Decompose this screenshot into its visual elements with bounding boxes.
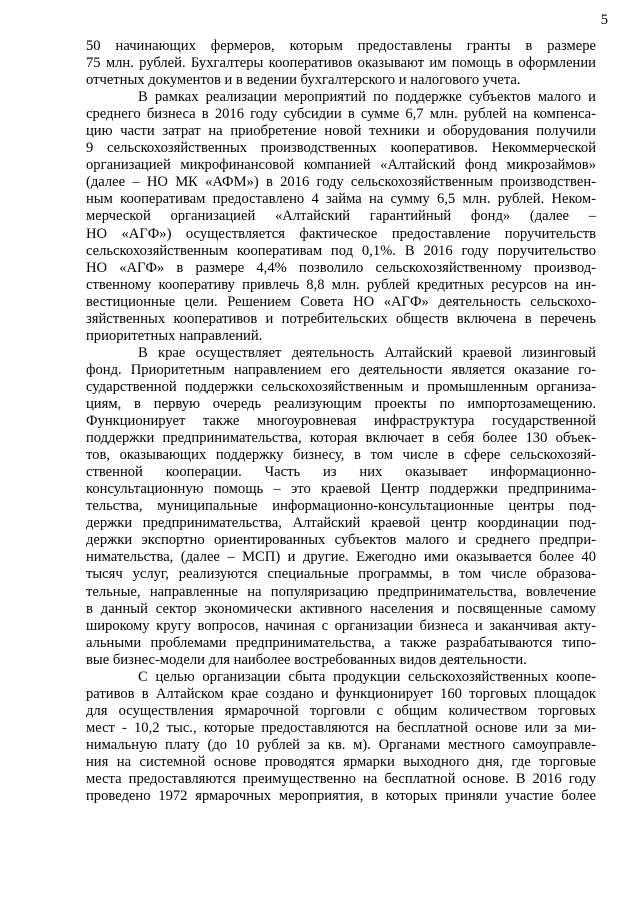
text-line: В крае осуществляет деятельность Алтайский краевой лизинговый [138, 344, 596, 361]
text-line: 50 начинающих фермеров, которым предоставлены гранты в размере [86, 38, 596, 54]
text-line: приоритетных направлений. [86, 327, 263, 344]
text-line: мест - 10,2 тыс., которые предоставляются на бесплатной основе или за ми- [86, 719, 596, 736]
text-line: тысяч услуг, реализуются специальные программы, в том числе образова- [86, 566, 596, 583]
text-line: места предоставляются преимущественно на бесплатной основе. В 2016 году [86, 771, 596, 788]
text-line: для осуществления ярмарочной торговли с общим количеством торговых [86, 702, 596, 719]
text-line: сударственной поддержки сельскохозяйственным и промышленным организа- [86, 378, 596, 395]
page-number: 5 [600, 12, 608, 28]
text-line: НО «АГФ» в размере 4,4% позволило сельскохозяйственному производ- [86, 259, 596, 276]
text-line: (далее – НО МК «АФМ») в 2016 году сельскохозяйственным производствен- [86, 174, 596, 191]
text-line: ственному кооперативу привлечь 8,8 млн. рублей кредитных ресурсов на ин- [86, 276, 596, 293]
text-line: С целью организации сбыта продукции сельскохозяйственных коопе- [138, 668, 596, 685]
text-line: зяйственных кооперативов и потребительских обществ включена в перечень [86, 310, 596, 327]
text-line: альными проблемами предпринимательства, а также разрабатываются типо- [86, 634, 596, 651]
text-line: среднего бизнеса в 2016 году субсидии в сумме 6,7 млн. рублей на компенса- [86, 106, 596, 123]
text-line: тов, оказывающих поддержку бизнесу, в том числе в сфере сельскохозяй- [86, 447, 596, 464]
text-line: сельскохозяйственным кооперативам под 0,1%. В 2016 году поручительство [86, 242, 596, 259]
text-line: ственной кооперации. Часть из них оказывает информационно- [86, 464, 596, 481]
text-line: нимальную плату (до 10 рублей за кв. м). Органами местного самоуправле- [86, 736, 596, 753]
text-line: фонд. Приоритетным направлением его деятельности является оказание го- [86, 361, 596, 378]
text-line: держки экспортно ориентированных субъектов малого и среднего предпри- [86, 532, 596, 549]
text-line: организацией микрофинансовой компанией «Алтайский фонд микрозаймов» [86, 157, 596, 174]
text-line: отчетных документов и в ведении бухгалтерского и налогового учета. [86, 72, 521, 89]
text-line: НО «АГФ») осуществляется фактическое предоставление поручительств [86, 225, 596, 242]
text-line: широкому кругу вопросов, начиная с организации бизнеса и заканчивая акту- [86, 617, 596, 634]
text-line: в данный сектор экономически активного населения и посвященные самому [86, 600, 596, 617]
text-line: вые бизнес-модели для наиболее востребованных видов деятельности. [86, 651, 527, 668]
text-line: консультационную помощь – это краевой Центр поддержки предпринима- [86, 481, 596, 498]
text-line: держки предпринимательства, Алтайский краевой центр координации под- [86, 515, 596, 532]
text-line: В рамках реализации мероприятий по поддержке субъектов малого и [138, 89, 596, 106]
text-line: поддержки предпринимательства, которая включает в себя более 130 объек- [86, 430, 596, 447]
document-body [86, 38, 596, 805]
text-line: ния на системной основе проводятся ярмарки выходного дня, где торговые [86, 753, 596, 770]
text-line: вестиционные цели. Решением Совета НО «АГФ» деятельность сельскохо- [86, 293, 596, 310]
text-line: ративов в Алтайском крае создано и функционирует 160 торговых площадок [86, 685, 596, 702]
text-line: циям, в первую очередь реализующим проекты по импортозамещению. [86, 395, 596, 412]
text-line: цию части затрат на приобретение новой техники и оборудования получили [86, 123, 596, 140]
text-line: 75 млн. рублей. Бухгалтеры кооперативов оказывают им помощь в оформлении [86, 55, 596, 72]
text-line: 9 сельскохозяйственных производственных кооперативов. Некоммерческой [86, 140, 596, 157]
text-line: нимательства, (далее – МСП) и другие. Ежегодно ими оказывается более 40 [86, 549, 596, 566]
text-line: Функционирует также многоуровневая инфраструктура государственной [86, 413, 596, 430]
text-line: тельства, муниципальные информационно-консультационные центры под- [86, 498, 596, 515]
text-line: проведено 1972 ярмарочных мероприятия, в которых приняли участие более [86, 788, 596, 805]
text-line: мерческой организацией «Алтайский гарантийный фонд» (далее – [86, 208, 596, 225]
text-line: ным кооперативам предоставлено 4 займа на сумму 6,5 млн. рублей. Неком- [86, 191, 596, 208]
text-line: тельные, направленные на популяризацию предпринимательства, вовлечение [86, 583, 596, 600]
